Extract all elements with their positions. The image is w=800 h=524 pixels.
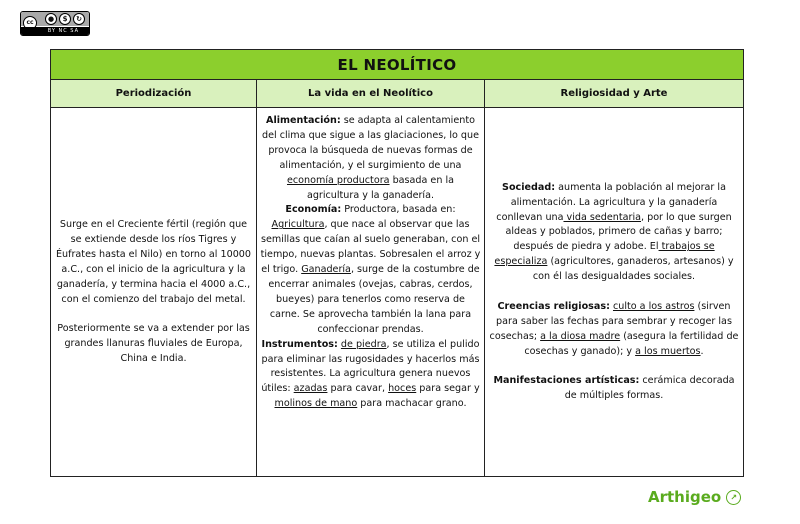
instrumentos-label: Instrumentos: xyxy=(261,338,338,350)
sociedad-text-3: (agricultores, ganaderos, artesanos) y con él las desigualdades sociales. xyxy=(532,256,734,283)
sociedad-text-1: aumenta la población al mejorar la alimentación. La agricultura y la ganadería conllevan una xyxy=(496,181,726,223)
instrumentos-text-2: para cavar, xyxy=(327,383,389,395)
header-periodizacion: Periodización xyxy=(51,80,257,107)
economia-productora-link[interactable]: economía productora xyxy=(286,174,390,186)
sociedad-label: Sociedad: xyxy=(502,181,556,193)
creencias-label: Creencias religiosas: xyxy=(497,300,610,312)
sociedad-text-2: , por lo que surgen aldeas y poblados, primero de cañas y barro; después de piedra y adobe. El xyxy=(505,211,732,253)
manifestaciones-label: Manifestaciones artísticas: xyxy=(493,375,640,387)
cc-logo-icon: cc xyxy=(23,16,37,30)
economia-text-3: , surge de la costumbre de encerrar animales (ovejas, cabras, cerdos, bueyes) para tenerlos como reserva de carne. Se aprovecha también la lana para confeccionar prendas. xyxy=(268,264,480,335)
ganaderia-link[interactable]: Ganadería xyxy=(301,264,351,276)
cc-nc-icon: $ xyxy=(59,13,71,25)
trabajos-link[interactable]: trabajos se especializa xyxy=(494,241,715,268)
neolitico-table xyxy=(50,49,744,477)
instrumentos-text-3: para segar y xyxy=(416,383,480,395)
hoces-link[interactable]: hoces xyxy=(388,383,417,395)
cc-by-icon: ● xyxy=(45,13,57,25)
alimentacion-text-2: basada en la agricultura y la ganadería. xyxy=(306,174,455,201)
brand-logo-icon: ↗ xyxy=(726,490,741,505)
economia-label: Economía: xyxy=(285,204,342,216)
header-religion: Religiosidad y Arte xyxy=(560,88,668,99)
agricultura-link[interactable]: Agricultura xyxy=(271,219,325,231)
alimentacion-text-1: se adapta al calentamiento del clima que sigue a las glaciaciones, lo que provoca la búsqueda de nuevas formas de alimentación, y el surgimiento de una xyxy=(261,115,480,171)
cc-strip-text: BY NC SA xyxy=(21,27,89,35)
periodizacion-paragraph-1: Surge en el Creciente fértil (región que se extiende desde los ríos Tigres y Éufrates hasta el Nilo) en torno al 10000 a.C., con el inicio de la agricultura y la ganadería, y termina hacia el 4000 a.C., con el comienzo del trabajo del metal. xyxy=(55,218,252,305)
cell-periodizacion xyxy=(51,108,257,477)
arthigeo-brand xyxy=(648,488,741,506)
cc-license-badge xyxy=(20,11,90,36)
economia-text-1: Productora, basada en: xyxy=(341,204,456,216)
creencias-text-2: (asegura la fertilidad de cosechas y ganado); y xyxy=(524,330,739,357)
culto-astros-link[interactable]: culto a los astros xyxy=(612,300,695,312)
molinos-link[interactable]: molinos de mano xyxy=(274,398,358,410)
content-row xyxy=(51,108,743,477)
economia-text-2: , que nace al observar que las semillas que caían al suelo generaban, con el tiempo, nuevas plantas. Sobresalen el arroz y el trigo. xyxy=(260,219,481,276)
cell-religion xyxy=(485,108,743,477)
diosa-madre-link[interactable]: a la diosa madre xyxy=(540,330,621,342)
brand-name: Arthigeo xyxy=(648,488,722,506)
instrumentos-text-1: , se utiliza el pulido para eliminar las rugosidades y hacerlos más resistentes. La agricultura genera nuevos útiles: xyxy=(261,338,480,395)
de-piedra-link[interactable]: de piedra xyxy=(340,338,387,350)
alimentacion-label: Alimentación: xyxy=(266,115,341,126)
cell-vida xyxy=(257,108,485,477)
header-row xyxy=(51,80,743,108)
muertos-link[interactable]: a los muertos xyxy=(635,345,701,357)
vida-sedentaria-link[interactable]: vida sedentaria xyxy=(563,211,641,223)
manifestaciones-text: cerámica decorada de múltiples formas. xyxy=(564,375,735,402)
cc-sa-icon: ↻ xyxy=(73,13,85,25)
manifestaciones-paragraph xyxy=(488,374,740,404)
periodizacion-paragraph-2: Posteriormente se va a extender por las grandes llanuras fluviales de Europa, China e India. xyxy=(57,323,250,365)
sociedad-paragraph xyxy=(488,181,740,285)
azadas-link[interactable]: azadas xyxy=(293,383,328,395)
header-vida: La vida en el Neolítico xyxy=(257,80,485,107)
instrumentos-text-4: para machacar grano. xyxy=(357,398,467,410)
table-title: EL NEOLÍTICO xyxy=(51,50,743,80)
creencias-text-3: . xyxy=(700,345,704,357)
creencias-text-1: (sirven para saber las fechas para sembrar y recoger las cosechas; xyxy=(489,300,732,342)
creencias-paragraph xyxy=(488,300,740,360)
